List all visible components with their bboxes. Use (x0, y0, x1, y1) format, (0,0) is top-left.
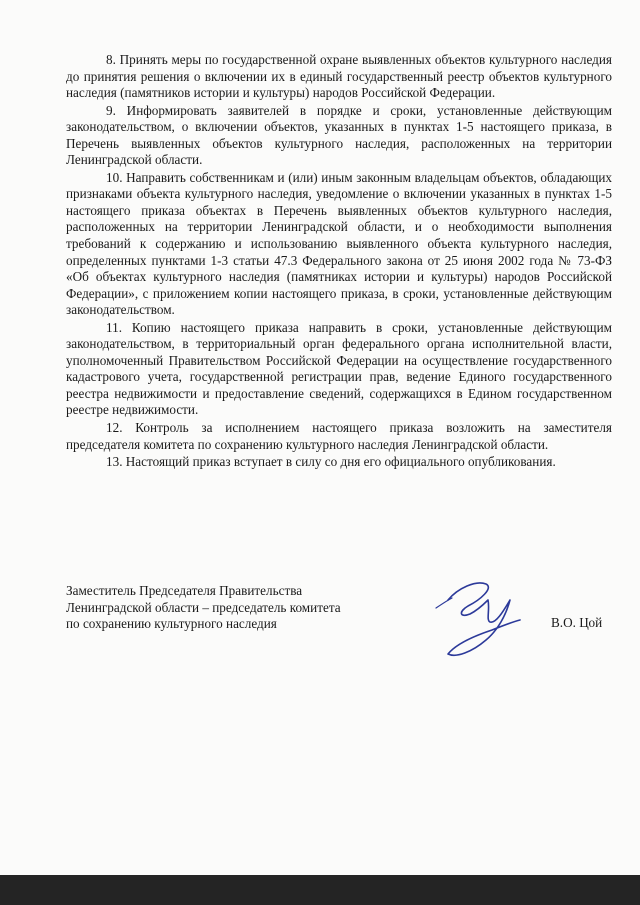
paragraph-13: 13. Настоящий приказ вступает в силу со дня его официального опубликования. (106, 454, 556, 470)
paragraph-12: 12. Контроль за исполнением настоящего приказа возложить на заместителя председателя комитета по сохранению культурного наследия Ленинградской области. (66, 420, 612, 452)
paragraph-11: 11. Копию настоящего приказа направить в сроки, установленные действующим законодательством, в территориальный орган федерального органа исполнительной власти, уполномоченный Правительством Российской Федерации на осуществление государственного кадастрового учета, государственной регистрации прав, ведение Единого государственного реестра недвижимости и предоставление сведений, содержащихся в Едином государственном реестре недвижимости. (66, 319, 612, 418)
signatory-title-line-2: Ленинградской области – председатель комитета (66, 599, 341, 615)
paragraph-8: 8. Принять меры по государственной охране выявленных объектов культурного наследия до принятия решения о включении их в единый государственный реестр объектов культурного наследия (памятников истории и культуры) народов Российской Федерации. (66, 52, 612, 101)
scan-bottom-edge (0, 875, 640, 905)
document-body (66, 52, 612, 472)
signatory-title-line-1: Заместитель Председателя Правительства (66, 583, 303, 598)
signatory-name: В.О. Цой (551, 615, 603, 630)
signatory-title (66, 583, 341, 633)
paragraph-10: 10. Направить собственникам и (или) иным законным владельцам объектов, обладающих признаками объекта культурного наследия, уведомление о включении указанных в пунктах 1-5 настоящего приказа объектах в Перечень выявленных объектов культурного наследия, расположенных на территории Ленинградской области, и о необходимости выполнения требований к содержанию и использованию выявленного объекта культурного наследия, определенных пунктами 1-3 статьи 47.3 Федерального закона от 25 июня 2002 года № 73-ФЗ «Об объектах культурного наследия (памятниках истории и культуры) народов Российской Федерации», с приложением копии настоящего приказа, в сроки, установленные действующим законодательством. (66, 169, 612, 318)
handwritten-signature (428, 570, 528, 665)
signatory-title-line-3: по сохранению культурного наследия (66, 616, 277, 632)
paragraph-9: 9. Информировать заявителей в порядке и сроки, установленные действующим законодательством, о включении объектов, указанных в пунктах 1-5 настоящего приказа, в Перечень выявленных объектов культурного наследия, расположенных на территории Ленинградской области. (66, 102, 612, 168)
